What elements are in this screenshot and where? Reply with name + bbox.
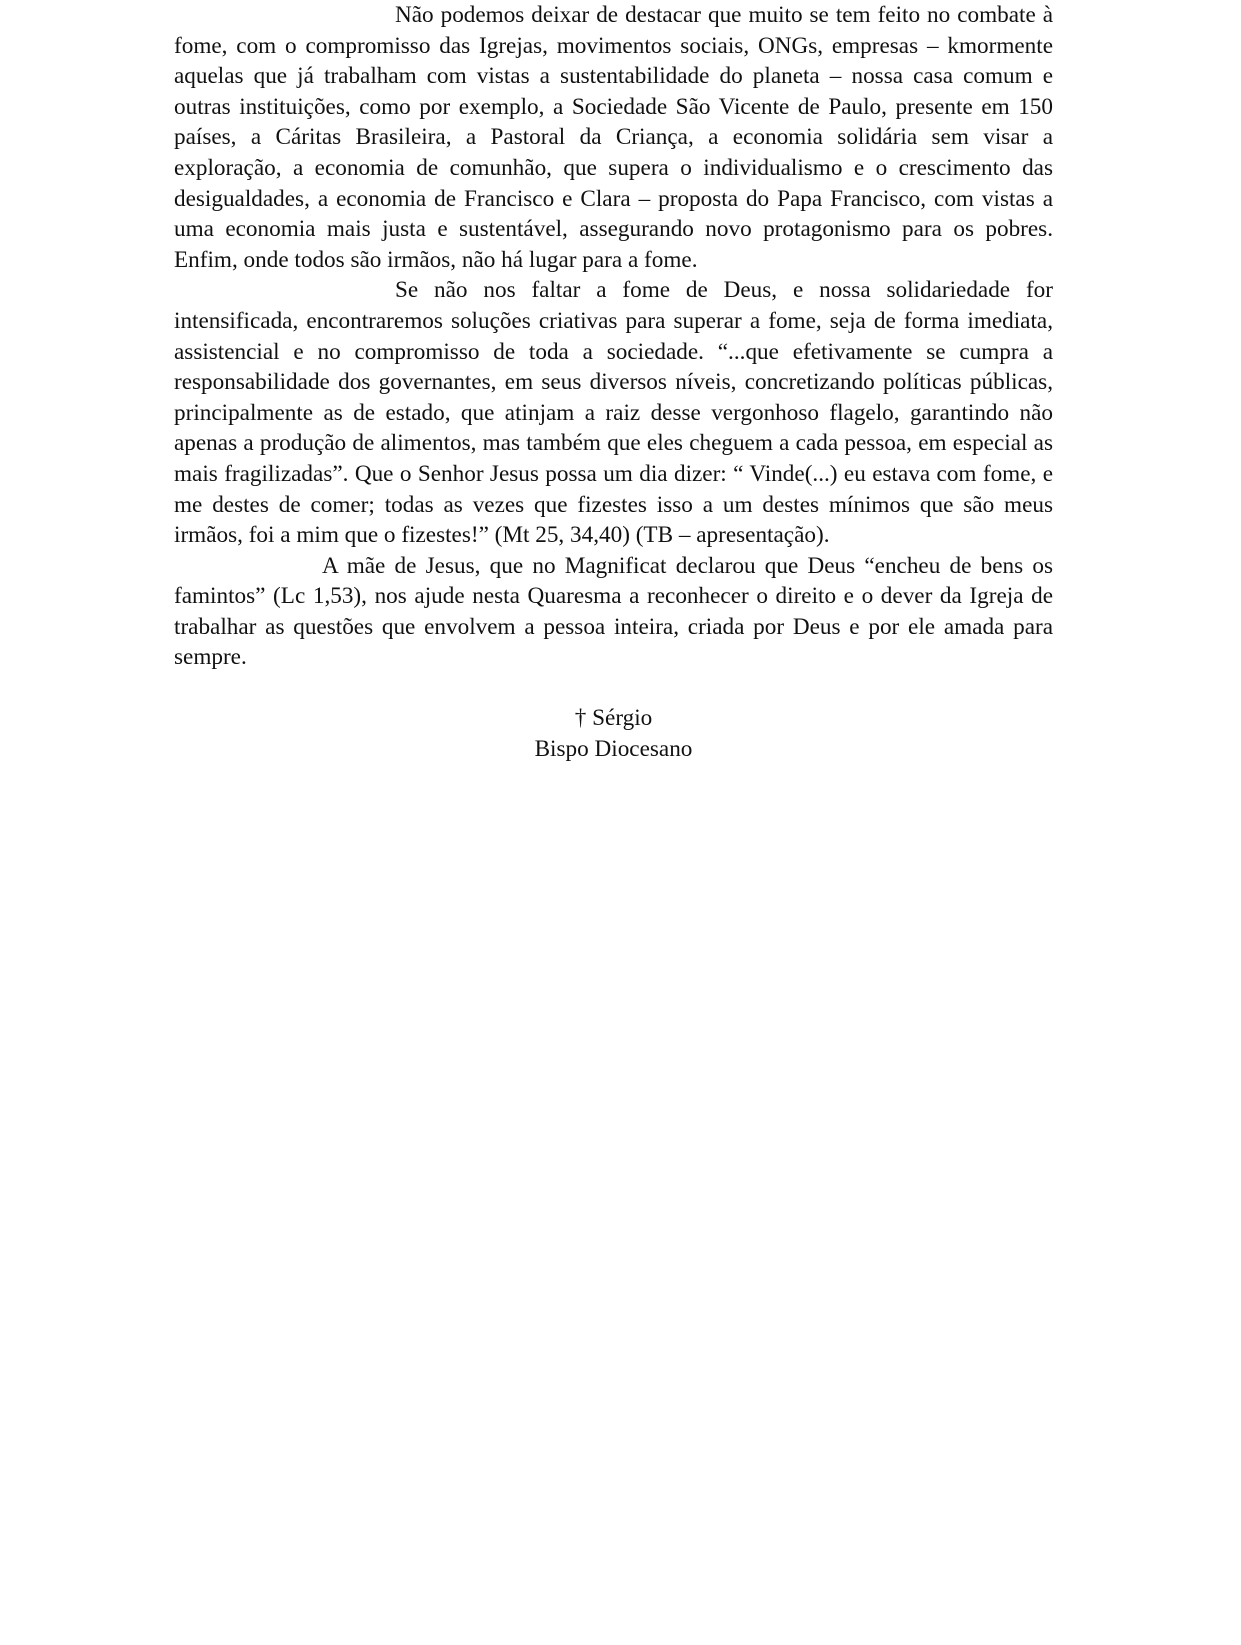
signature-role: Bispo Diocesano bbox=[534, 736, 693, 763]
paragraph-combate-fome: Não podemos deixar de destacar que muito se tem feito no combate à fome, com o compromisso das Igrejas, movimentos sociais, ONGs, empresas – kmormente aquelas que já trabalham com vistas a sustentabilidade do planeta – nossa casa comum e outras instituições, como por exemplo, a Sociedade São Vicente de Paulo, presente em 150 países, a Cáritas Brasileira, a Pastoral da Criança, a economia solidária sem visar a exploração, a economia de comunhão, que supera o individualismo e o crescimento das desigualdades, a economia de Francisco e Clara – proposta do Papa Francisco, com vistas a uma economia mais justa e sustentável, assegurando novo protagonismo para os pobres. Enfim, onde todos são irmãos, não há lugar para a fome. bbox=[174, 2, 1053, 273]
signature-name: † Sérgio bbox=[574, 705, 653, 732]
signature-block bbox=[174, 703, 1053, 765]
paragraph-fome-de-deus: Se não nos faltar a fome de Deus, e nossa solidariedade for intensificada, encontraremos soluções criativas para superar a fome, seja de forma imediata, assistencial e no compromisso de toda a sociedade. “...que efetivamente se cumpra a responsabilidade dos governantes, em seus diversos níveis, concretizando políticas públicas, principalmente as de estado, que atinjam a raiz desse vergonhoso flagelo, garantindo não apenas a produção de alimentos, mas também que eles cheguem a cada pessoa, em especial as mais fragilizadas”. Que o Senhor Jesus possa um dia dizer: “ Vinde(...) eu estava com fome, e me destes de comer; todas as vezes que fizestes isso a um destes mínimos que são meus irmãos, foi a mim que o fizestes!” (Mt 25, 34,40) (TB – apresentação). bbox=[174, 277, 1053, 549]
paragraph-mae-de-jesus: A mãe de Jesus, que no Magnificat declarou que Deus “encheu de bens os famintos” (Lc 1,53), nos ajude nesta Quaresma a reconhecer o direito e o dever da Igreja de trabalhar as questões que envolvem a pessoa inteira, criada por Deus e por ele amada para sempre. bbox=[174, 552, 1053, 671]
document-page bbox=[174, 0, 1053, 765]
